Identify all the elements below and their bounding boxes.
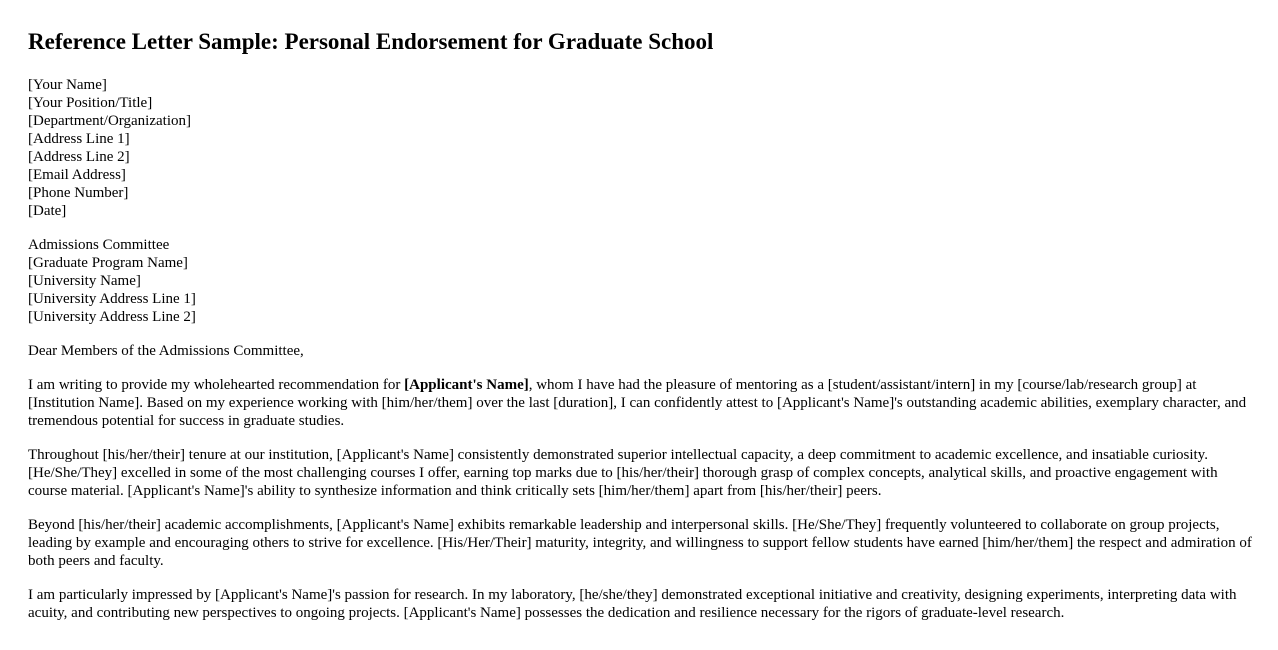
sender-department: [Department/Organization] [28,113,191,129]
applicant-name-bold: [Applicant's Name] [404,377,529,393]
recipient-program: [Graduate Program Name] [28,255,188,271]
body-paragraph-1 [28,376,1258,430]
sender-email: [Email Address] [28,167,126,183]
letter-date: [Date] [28,203,67,219]
page-title: Reference Letter Sample: Personal Endorsement for Graduate School [28,29,714,54]
salutation: Dear Members of the Admissions Committee, [28,343,304,359]
recipient-committee: Admissions Committee [28,237,170,253]
recipient-address-line-2: [University Address Line 2] [28,309,196,325]
recipient-address-block [28,236,1258,326]
body-paragraph-2: Throughout [his/her/their] tenure at our institution, [Applicant's Name] consistently demonstrated superior intellectual capacity, a deep commitment to academic excellence, and insatiable curiosity. [He/She/They] excelled in some of the most challenging courses I offer, earning top marks due to [his/her/their] thorough grasp of complex concepts, analytical skills, and proactive engagement with course material. [Applicant's Name]'s ability to synthesize information and think critically sets [him/her/them] apart from [his/her/their] peers. [28,447,1218,499]
sender-address-line-1: [Address Line 1] [28,131,130,147]
sender-name: [Your Name] [28,77,107,93]
paragraph-1-rest: , whom I have had the pleasure of mentoring as a [student/assistant/intern] in my [course/lab/research group] at [Institution Name]. Based on my experience working with [him/her/them] over the last [duration], I can confidently attest to [Applicant's Name]'s outstanding academic abilities, exemplary character, and tremendous potential for success in graduate studies. [28,377,1247,429]
sender-address-block [28,76,1258,220]
letter-document [28,0,1258,638]
paragraph-1-intro: I am writing to provide my wholehearted recommendation for [28,377,405,393]
recipient-address-line-1: [University Address Line 1] [28,291,196,307]
sender-phone: [Phone Number] [28,185,129,201]
body-paragraph-4: I am particularly impressed by [Applicant's Name]'s passion for research. In my laboratory, [he/she/they] demonstrated exceptional initiative and creativity, designing experiments, interpreting data with acuity, and contributing new perspectives to ongoing projects. [Applicant's Name] possesses the dedication and resilience necessary for the rigors of graduate-level research. [28,587,1237,621]
body-paragraph-3: Beyond [his/her/their] academic accomplishments, [Applicant's Name] exhibits remarkable leadership and interpersonal skills. [He/She/They] frequently volunteered to collaborate on group projects, leading by example and encouraging others to strive for excellence. [His/Her/Their] maturity, integrity, and willingness to support fellow students have earned [him/her/them] the respect and admiration of both peers and faculty. [28,517,1252,569]
sender-position: [Your Position/Title] [28,95,153,111]
recipient-university: [University Name] [28,273,141,289]
sender-address-line-2: [Address Line 2] [28,149,130,165]
